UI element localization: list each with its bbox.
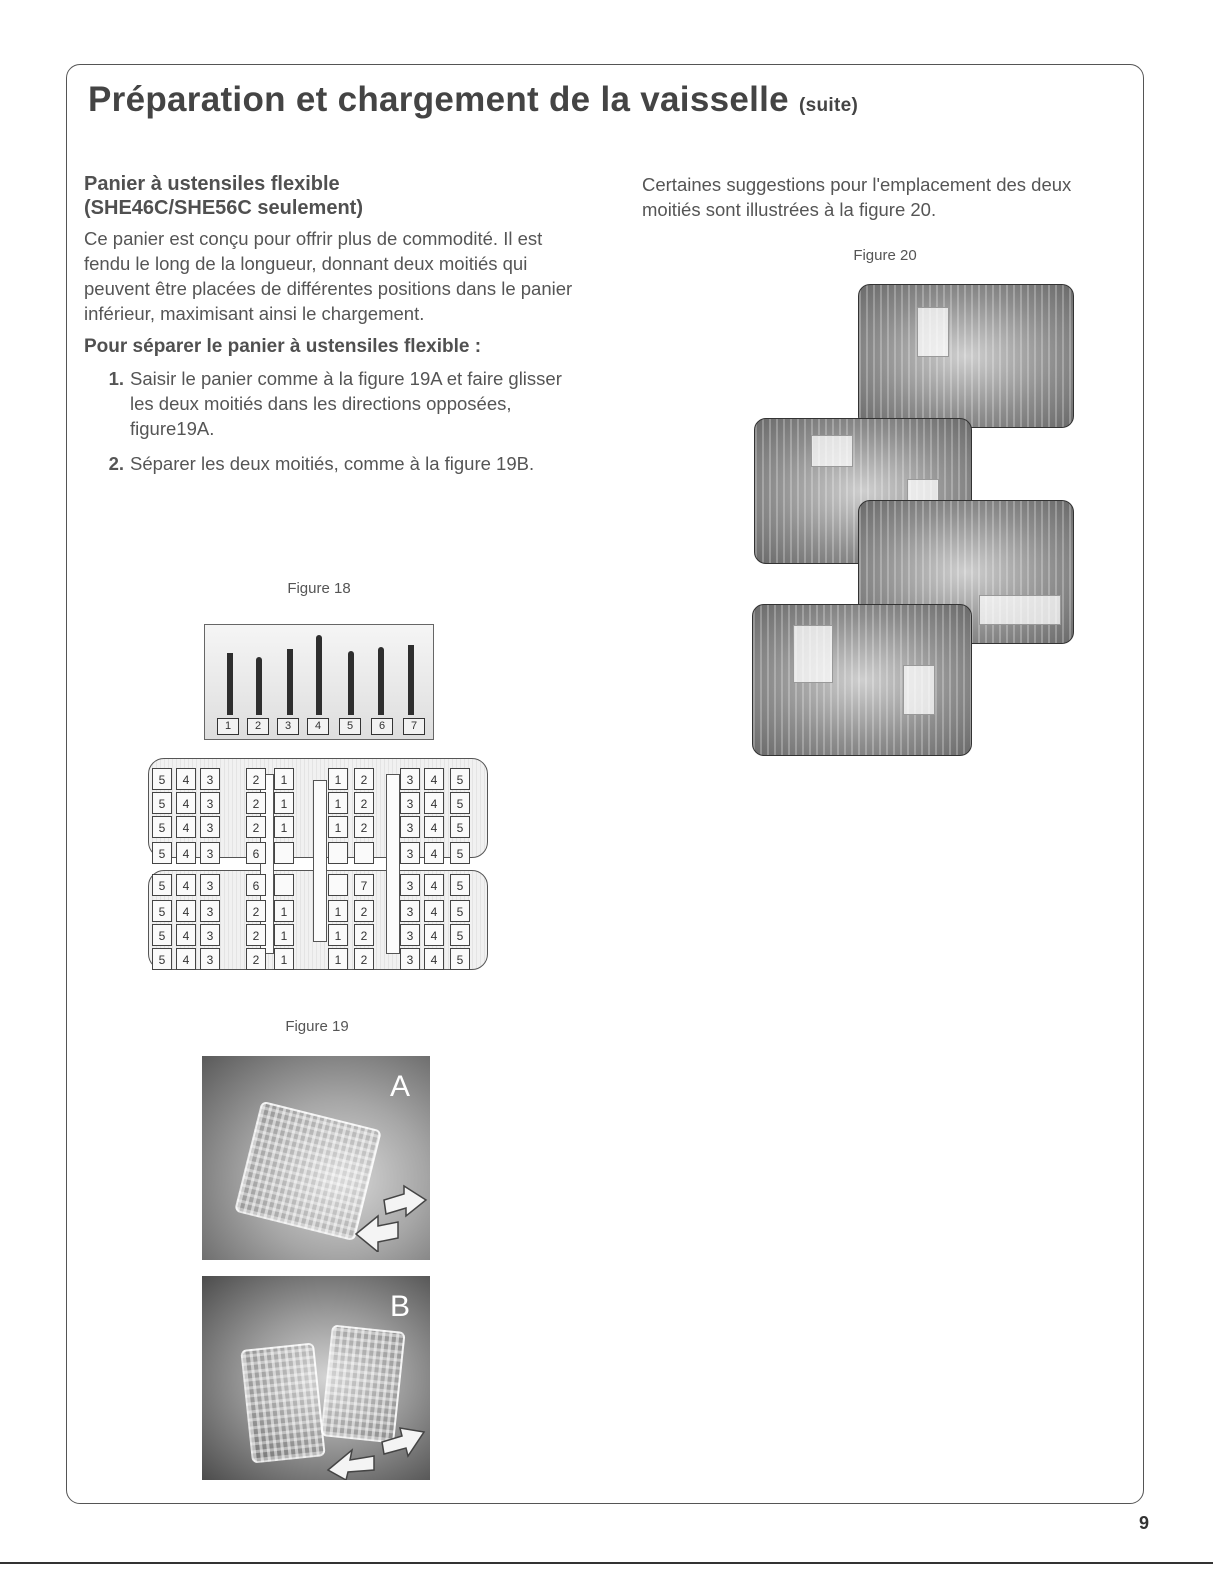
basket-slot-label: 4: [176, 874, 196, 896]
basket-slot-label: 3: [400, 768, 420, 790]
basket-slot-label: 2: [354, 924, 374, 946]
utensil-label: 3: [277, 718, 299, 735]
spoon-icon: [256, 657, 262, 715]
basket-slot-label: 4: [424, 792, 444, 814]
page-title-suite: (suite): [798, 95, 859, 116]
basket-slot-label: 2: [354, 816, 374, 838]
basket-slot-label: 5: [152, 816, 172, 838]
basket-divider: [386, 774, 400, 954]
basket-slot-label: 4: [424, 842, 444, 864]
step-text: Séparer les deux moitiés, comme à la figure 19B.: [130, 453, 535, 474]
basket-slot-label: 5: [450, 900, 470, 922]
basket-slot-label: 3: [400, 792, 420, 814]
basket-slot-label: 1: [274, 900, 294, 922]
basket-slot-label: 3: [200, 842, 220, 864]
figure-20-intro: Certaines suggestions pour l'emplacement des deux moitiés sont illustrées à la figure 20.: [642, 174, 1072, 220]
intro-paragraph: Ce panier est conçu pour offrir plus de commodité. Il est fendu le long de la longueur, donnant deux moitiés qui peuvent être placées de différentes positions dans le panier inférieur, maximisant ainsi le chargement.: [84, 228, 573, 324]
utensil-basket-half-image: [917, 307, 949, 357]
basket-slot-label: 3: [400, 924, 420, 946]
basket-slot-label: 5: [450, 842, 470, 864]
basket-slot-label: 5: [152, 874, 172, 896]
basket-slot-label: [328, 842, 348, 864]
figure-19b-tag: B: [389, 1290, 410, 1323]
utensil-basket-half-image: [240, 1342, 326, 1463]
basket-slot-label: 4: [424, 924, 444, 946]
right-column: [642, 172, 1102, 222]
basket-slot-label: 2: [246, 924, 266, 946]
basket-slot-label: 3: [200, 948, 220, 970]
utensil-label: 5: [339, 718, 361, 735]
basket-slot-label: 5: [450, 874, 470, 896]
basket-slot-label: 3: [200, 792, 220, 814]
figure-19b-photo: [202, 1276, 430, 1480]
basket-slot-label: 4: [176, 948, 196, 970]
basket-slot-label: 1: [328, 924, 348, 946]
separate-arrows-icon: [326, 1426, 426, 1480]
basket-slot-label: [354, 842, 374, 864]
basket-slot-label: 5: [450, 792, 470, 814]
utensil-label: 1: [217, 718, 239, 735]
basket-slot-label: 4: [424, 948, 444, 970]
basket-slot-label: [274, 874, 294, 896]
basket-divider: [313, 780, 327, 942]
basket-slot-label: 4: [176, 816, 196, 838]
section-heading-line1: Panier à ustensiles flexible: [84, 173, 340, 195]
basket-slot-label: 2: [246, 900, 266, 922]
basket-slot-label: 3: [200, 924, 220, 946]
section-heading-line2: (SHE46C/SHE56C seulement): [84, 197, 363, 219]
figure-18-utensils-illustration: [204, 624, 434, 740]
fork-icon: [287, 649, 293, 715]
utensil-basket-half-image: [793, 625, 833, 683]
basket-slot-label: 3: [200, 768, 220, 790]
spoon-icon: [378, 647, 384, 715]
utensil-basket-half-image: [811, 435, 853, 467]
basket-slot-label: 2: [246, 768, 266, 790]
basket-slot-label: 1: [328, 900, 348, 922]
basket-slot-label: 5: [152, 842, 172, 864]
step-text: Saisir le panier comme à la figure 19A et faire glisser les deux moitiés dans les directions opposées, figure19A.: [130, 368, 562, 439]
utensil-label: 2: [247, 718, 269, 735]
basket-slot-label: 3: [200, 900, 220, 922]
basket-slot-label: 1: [274, 924, 294, 946]
footer-rule: [0, 1562, 1213, 1564]
basket-slot-label: 4: [424, 816, 444, 838]
utensil-basket-half-image: [903, 665, 935, 715]
basket-slot-label: 3: [400, 874, 420, 896]
knife-icon: [316, 635, 322, 715]
basket-slot-label: 2: [246, 816, 266, 838]
basket-slot-label: 5: [152, 900, 172, 922]
basket-slot-label: 2: [246, 948, 266, 970]
basket-slot-label: 1: [274, 948, 294, 970]
page-title: [88, 80, 858, 120]
basket-slot-label: [328, 874, 348, 896]
basket-slot-label: 4: [176, 900, 196, 922]
step-number: 2.: [108, 453, 124, 474]
basket-slot-label: 5: [152, 924, 172, 946]
basket-slot-label: 2: [354, 768, 374, 790]
basket-slot-label: 2: [354, 948, 374, 970]
basket-slot-label: 4: [176, 842, 196, 864]
basket-slot-label: 1: [328, 816, 348, 838]
basket-slot-label: 5: [450, 768, 470, 790]
basket-slot-label: 5: [450, 948, 470, 970]
page-title-text: Préparation et chargement de la vaisselle: [88, 80, 789, 119]
utensil-label: 7: [403, 718, 425, 735]
spoon-icon: [348, 651, 354, 715]
slide-arrows-icon: [352, 1182, 428, 1252]
left-column: [84, 172, 584, 486]
basket-slot-label: 2: [354, 900, 374, 922]
basket-slot-label: 2: [354, 792, 374, 814]
step-number: 1.: [108, 368, 124, 389]
step-item: [84, 366, 584, 441]
basket-slot-label: 3: [200, 874, 220, 896]
figure-19-caption: Figure 19: [285, 1018, 349, 1035]
figure-20-placement-photo-1: [858, 284, 1074, 428]
basket-slot-label: 4: [176, 768, 196, 790]
basket-slot-label: 1: [328, 768, 348, 790]
figure-20-placement-photo-4: [752, 604, 972, 756]
utensil-basket-half-image: [979, 595, 1061, 625]
figure-19a-tag: A: [389, 1070, 410, 1103]
basket-slot-label: 7: [354, 874, 374, 896]
basket-slot-label: 4: [424, 768, 444, 790]
figure-20-caption: Figure 20: [853, 247, 917, 264]
utensil-label: 6: [371, 718, 393, 735]
basket-slot-label: 5: [152, 792, 172, 814]
basket-slot-label: 5: [152, 768, 172, 790]
basket-slot-label: 4: [176, 924, 196, 946]
basket-slot-label: 4: [176, 792, 196, 814]
fork-icon: [408, 645, 414, 715]
figure-18-caption: Figure 18: [287, 580, 351, 597]
basket-slot-label: 2: [246, 792, 266, 814]
steps-list: [84, 366, 584, 476]
basket-slot-label: 1: [328, 792, 348, 814]
basket-slot-label: 3: [400, 900, 420, 922]
basket-slot-label: 6: [246, 842, 266, 864]
basket-slot-label: 1: [274, 816, 294, 838]
basket-slot-label: 4: [424, 900, 444, 922]
basket-slot-label: [274, 842, 294, 864]
subheading: Pour séparer le panier à ustensiles flexible :: [84, 336, 482, 357]
basket-slot-label: 3: [400, 842, 420, 864]
basket-slot-label: 4: [424, 874, 444, 896]
utensil-label: 4: [307, 718, 329, 735]
page-number: 9: [1138, 1513, 1149, 1533]
basket-slot-label: 3: [400, 948, 420, 970]
basket-slot-label: 1: [274, 792, 294, 814]
figure-19a-photo: [202, 1056, 430, 1260]
basket-slot-label: 1: [274, 768, 294, 790]
step-item: [84, 451, 584, 476]
basket-slot-label: 1: [328, 948, 348, 970]
basket-slot-label: 5: [450, 924, 470, 946]
fork-icon: [227, 653, 233, 715]
basket-slot-label: 5: [450, 816, 470, 838]
basket-slot-label: 3: [200, 816, 220, 838]
basket-slot-label: 5: [152, 948, 172, 970]
basket-slot-label: 3: [400, 816, 420, 838]
basket-slot-label: 6: [246, 874, 266, 896]
figure-18-basket-diagram: [148, 752, 488, 976]
